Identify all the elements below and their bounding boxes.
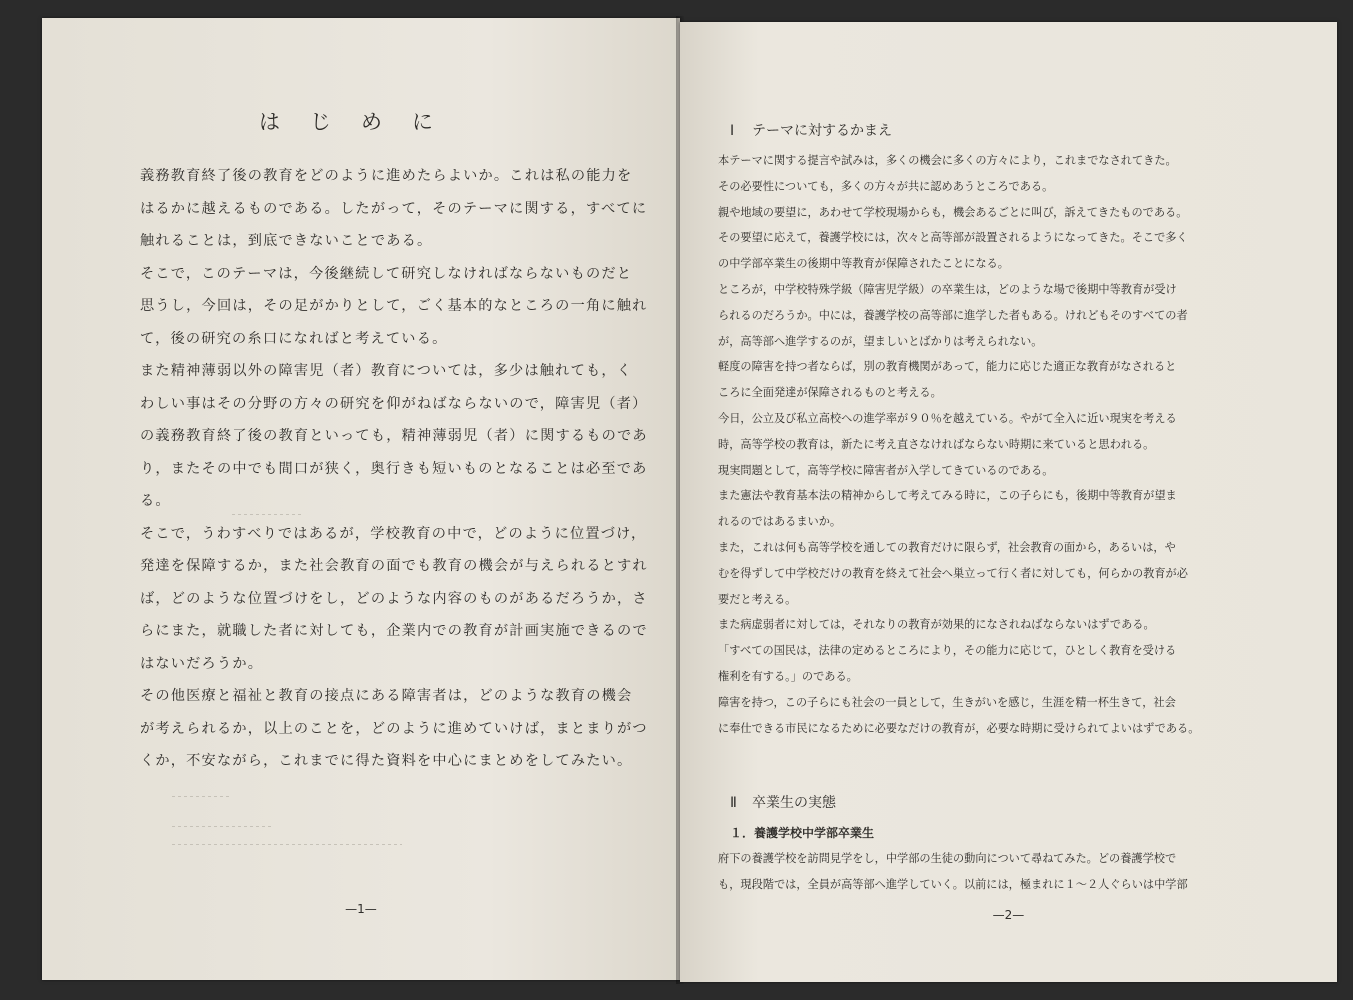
text-line: 思うし，今回は，その足がかりとして，ごく基本的なところの一角に触れ (140, 298, 648, 314)
right-page (680, 22, 1337, 982)
text-line: り，またその中でも間口が狭く，奥行きも短いものとなることは必至であ (140, 460, 648, 477)
page-number: —1— (345, 902, 377, 916)
text-line: そこで，このテーマは，今後継続して研究しなければならないものだと (140, 265, 633, 282)
text-line: 府下の養護学校を訪問見学をし，中学部の生徒の動向について尋ねてみた。どの養護学校で (718, 852, 1177, 865)
text-line: 権利を有する。」のである。 (718, 669, 858, 683)
text-line: れるのではあるまいか。 (718, 515, 842, 529)
text-line: そこで，うわすべりではあるが，学校教育の中で，どのように位置づけ， (140, 525, 647, 542)
text-line: 発達を保障するか，また社会教育の面でも教育の機会が与えられるとすれ (140, 558, 648, 574)
text-line: また精神薄弱以外の障害児（者）教育については，多少は触れても，く (140, 363, 633, 379)
text-line: 親や地域の要望に，あわせて学校現場からも，機会あるごとに叫び，訴えてきたものである。 (718, 205, 1188, 219)
text-line: て，後の研究の糸口になればと考えている。 (140, 330, 448, 347)
section-body (718, 846, 1318, 898)
text-line: 「すべての国民は，法律の定めるところにより，その能力に応じて，ひとしく教育を受ける (718, 644, 1177, 658)
page-number: —2— (992, 908, 1025, 922)
text-line: る。 (140, 493, 171, 509)
left-page (42, 18, 680, 980)
text-line: 時，高等学校の教育は，新たに考え直さなければならない時期に来ていると思われる。 (718, 437, 1155, 451)
text-line: 触れることは，到底できないことである。 (140, 233, 433, 249)
text-line: の中学部卒業生の後期中等教育が保障されたことになる。 (718, 257, 1009, 271)
text-line: また憲法や教育基本法の精神からして考えてみる時に，この子らにも，後期中等教育が望ま (718, 489, 1177, 503)
text-line: られるのだろうか。中には，養護学校の高等部に進学した者もある。けれどもそのすべての者 (718, 308, 1188, 322)
section-heading (730, 120, 892, 140)
text-line: ころに全面発達が保障されるものと考える。 (718, 386, 942, 400)
text-line: 要だと考える。 (718, 592, 797, 606)
text-line: も，現段階では，全員が高等部へ進学していく。以前には，極まれに１〜２人ぐらいは中学部 (718, 877, 1188, 891)
section-body (718, 148, 1318, 741)
text-line: 本テーマに関する提言や試みは，多くの機会に多くの方々により，これまでなされてきた。 (718, 154, 1177, 167)
faint-mark (172, 844, 402, 845)
text-line: 障害を持つ，この子らにも社会の一員として，生きがいを感じ，生涯を精一杯生きて，社会 (718, 695, 1176, 709)
text-line: その他医療と福祉と教育の接点にある障害者は，どのような教育の機会 (140, 688, 633, 704)
text-line: が考えられるか，以上のことを，どのように進めていけば，まとまりがつ (140, 720, 648, 737)
text-line: に奉仕できる市民になるために必要なだけの教育が，必要な時期に受けられてよいはずである。 (718, 721, 1200, 735)
text-line: くか，不安ながら，これまでに得た資料を中心にまとめをしてみたい。 (140, 753, 633, 769)
text-line: が，高等部へ進学するのが，望ましいとばかりは考えられない。 (718, 334, 1043, 348)
faint-mark (172, 826, 272, 827)
section-title: 卒業生の実態 (752, 795, 836, 811)
faint-mark (232, 514, 302, 515)
faint-mark (172, 796, 232, 797)
subsection-heading: １．養護学校中学部卒業生 (730, 826, 875, 840)
section-title: テーマに対するかまえ (752, 123, 892, 139)
section-number: Ⅰ (730, 123, 735, 139)
text-line: の義務教育終了後の教育といっても，精神薄弱児（者）に関するものであ (140, 428, 648, 444)
page-title: はじめに (259, 110, 463, 134)
text-line: また病虚弱者に対しては，それなりの教育が効果的になされねばならないはずである。 (718, 618, 1155, 632)
text-line: むを得ずして中学校だけの教育を終えて社会へ巣立って行く者に対しても，何らかの教育が必 (718, 566, 1188, 580)
text-line: 現実問題として，高等学校に障害者が入学してきているのである。 (718, 463, 1054, 477)
text-line: はないだろうか。 (140, 655, 264, 672)
text-line: わしい事はその分野の方々の研究を仰がねばならないので，障害児（者） (140, 395, 648, 412)
text-line: その必要性についても，多くの方々が共に認めあうところである。 (718, 179, 1054, 193)
text-line: らにまた，就職した者に対しても，企業内での教育が計画実施できるので (140, 623, 648, 639)
text-line: その要望に応えて，養護学校には，次々と高等部が設置されるようになってきた。そこで多く (718, 231, 1188, 245)
text-line: ば，どのような位置づけをし，どのような内容のものがあるだろうか，さ (140, 590, 648, 607)
section-heading (730, 792, 836, 812)
text-line: 軽度の障害を持つ者ならば，別の教育機関があって，能力に応じた適正な教育がなされると (718, 360, 1177, 374)
text-line: また，これは何も高等学校を通しての教育だけに限らず，社会教育の面から，あるいは，や (718, 540, 1176, 554)
text-line: ところが，中学校特殊学級（障害児学級）の卒業生は，どのような場で後期中等教育が受け (718, 282, 1177, 296)
text-line: 今日，公立及び私立高校への進学率が９０％を越えている。やがて全入に近い現実を考える (718, 411, 1177, 425)
section-number: Ⅱ (730, 795, 737, 811)
text-line: 義務教育終了後の教育をどのように進めたらよいか。これは私の能力を (140, 168, 633, 184)
text-line: はるかに越えるものである。したがって，そのテーマに関する，すべてに (140, 200, 648, 217)
left-page-body (140, 160, 650, 778)
